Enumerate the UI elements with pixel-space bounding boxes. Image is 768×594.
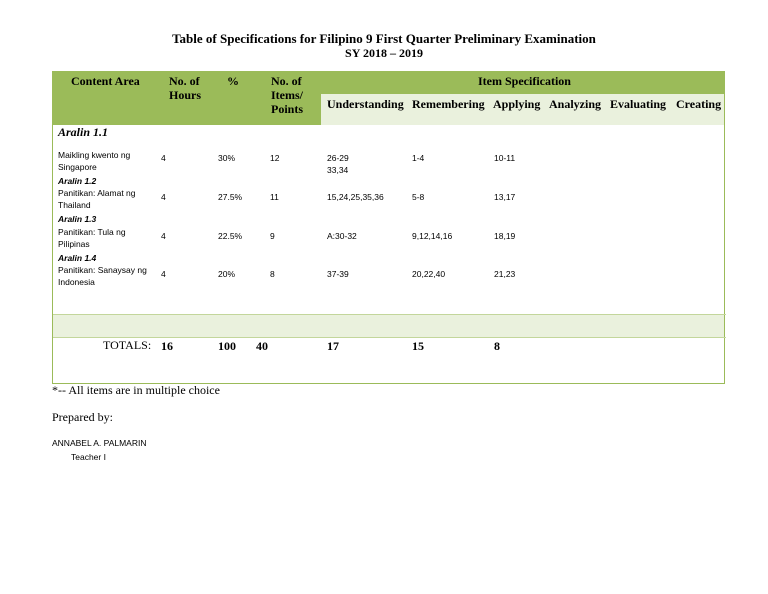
lesson-label: Aralin 1.1 (58, 125, 109, 139)
totals-applying: 8 (494, 339, 500, 353)
content-area-cell: Panitikan: Alamat ng Thailand (58, 188, 136, 210)
items-cell: 8 (270, 269, 275, 279)
header-understanding: Understanding (327, 97, 404, 111)
footnote: *-- All items are in multiple choice (52, 383, 220, 397)
applying-cell: 21,23 (494, 269, 516, 279)
prepared-by-label: Prepared by: (52, 410, 113, 424)
applying-cell: 18,19 (494, 231, 516, 241)
header-percent: % (227, 74, 239, 88)
lesson-label: Aralin 1.3 (58, 214, 97, 224)
percent-cell: 22.5% (218, 231, 243, 241)
percent-cell: 30% (218, 153, 236, 163)
remembering-cell: 1-4 (412, 153, 425, 163)
items-cell: 9 (270, 231, 275, 241)
remembering-cell: 9,12,14,16 (412, 231, 453, 241)
totals-hours: 16 (161, 339, 173, 353)
percent-cell: 27.5% (218, 192, 243, 202)
specification-table (52, 71, 725, 384)
header-content-area: Content Area (71, 74, 140, 88)
header-items: No. of Items/ Points (271, 74, 304, 116)
row-divider (53, 337, 726, 338)
header-creating: Creating (676, 97, 722, 111)
totals-understanding: 17 (327, 339, 339, 353)
header-applying: Applying (493, 97, 541, 111)
lesson-label: Aralin 1.2 (58, 176, 97, 186)
applying-cell: 10-11 (494, 153, 516, 163)
spacer-row (53, 315, 724, 337)
understanding-cell: A:30-32 (327, 231, 357, 241)
content-area-cell: Panitikan: Tula ng Pilipinas (58, 227, 126, 249)
lesson-label: Aralin 1.4 (58, 253, 97, 263)
header-remembering: Remembering (412, 97, 485, 111)
totals-percent: 100 (218, 339, 236, 353)
understanding-cell: 15,24,25,35,36 (327, 192, 384, 202)
header-evaluating: Evaluating (610, 97, 667, 111)
items-cell: 12 (270, 153, 280, 163)
content-area-cell: Panitikan: Sanaysay ng Indonesia (58, 265, 147, 287)
remembering-cell: 5-8 (412, 192, 425, 202)
understanding-cell: 26-29 33,34 (327, 153, 349, 175)
header-item-specification: Item Specification (478, 74, 571, 88)
percent-cell: 20% (218, 269, 236, 279)
hours-cell: 4 (161, 153, 166, 163)
understanding-cell: 37-39 (327, 269, 349, 279)
hours-cell: 4 (161, 231, 166, 241)
hours-cell: 4 (161, 192, 166, 202)
hours-cell: 4 (161, 269, 166, 279)
totals-label: TOTALS: (103, 338, 152, 352)
document-title: Table of Specifications for Filipino 9 First Quarter Preliminary Examination (172, 31, 596, 46)
applying-cell: 13,17 (494, 192, 516, 202)
content-area-cell: Maikling kwento ng Singapore (58, 150, 131, 172)
items-cell: 11 (270, 192, 279, 202)
teacher-title: Teacher I (71, 452, 106, 462)
totals-items: 40 (256, 339, 268, 353)
totals-remembering: 15 (412, 339, 424, 353)
remembering-cell: 20,22,40 (412, 269, 446, 279)
header-hours: No. of Hours (169, 74, 202, 102)
teacher-name: ANNABEL A. PALMARIN (52, 438, 147, 448)
school-year: SY 2018 – 2019 (345, 46, 423, 60)
header-analyzing: Analyzing (549, 97, 602, 111)
